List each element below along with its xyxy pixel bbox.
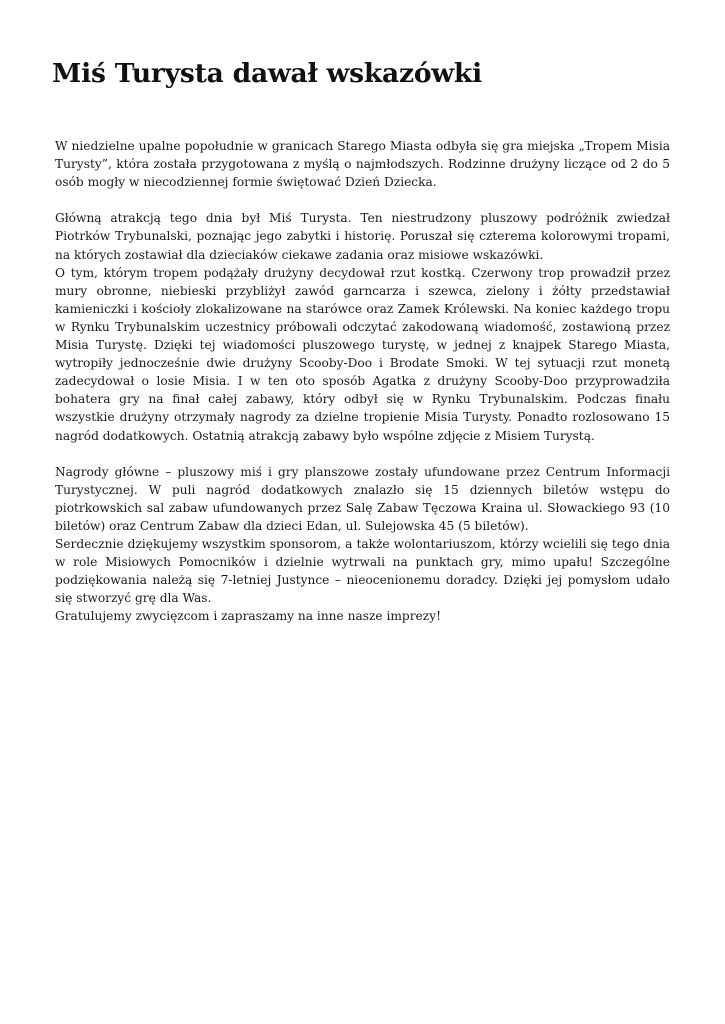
paragraph-thanks: Serdecznie dziękujemy wszystkim sponsorom, a także wolontariuszom, którzy wcielili się tego dnia w role Misiowych Pomocników i dzielnie wytrwali na punktach gry, mimo upału! Szczególne podziękowania należą się 7-letniej Justynce – nieocenionemu doradcy. Dzięki jej pomysłom udało się stworzyć grę dla Was. — [55, 537, 670, 606]
paragraph-closing: Gratulujemy zwycięzcom i zapraszamy na inne nasze imprezy! — [55, 609, 441, 624]
paragraph-intro: W niedzielne upalne popołudnie w granicach Starego Miasta odbyła się gra miejska „Tropem Misia Turysty”, która została przygotowana z myślą o najmłodszych. Rodzinne drużyny liczące od 2 do 5 osób mogły w niecodziennej formie świętować Dzień Dziecka. — [55, 139, 670, 190]
article-title: Miś Turysta dawał wskazówki — [52, 58, 482, 89]
article-body — [55, 137, 670, 626]
paragraph-prizes: Nagrody główne – pluszowy miś i gry planszowe zostały ufundowane przez Centrum Informacji Turystycznej. W puli nagród dodatkowych znalazło się 15 dziennych biletów wstępu do piotrkowskich sal zabaw ufundowanych przez Salę Zabaw Tęczowa Kraina ul. Słowackiego 93 (10 biletów) oraz Centrum Zabaw dla dzieci Edan, ul. Sulejowska 45 (5 biletów). — [55, 464, 670, 533]
paragraph-trails: O tym, którym tropem podążały drużyny decydował rzut kostką. Czerwony trop prowadził przez mury obronne, niebieski przybliżył zawód garncarza i szewca, zielony i żółty przedstawiał kamieniczki i kościoły zlokalizowane na starówce oraz Zamek Królewski. Na koniec każdego tropu w Rynku Trybunalskim uczestnicy próbowali odczytać zakodowaną wiadomość, zostawioną przez Misia Turystę. Dzięki tej wiadomości pluszowego turystę, w jednej z knajpek Starego Miasta, wytropiły jednocześnie dwie drużyny Scooby-Doo i Brodate Smoki. W tej sytuacji rzut monetą zadecydował o losie Misia. I w ten oto sposób Agatka z drużyny Scooby-Doo przyprowadziła bohatera gry na finał całej zabawy, który odbył się w Rynku Trybunalskim. Podczas finału wszystkie drużyny otrzymały nagrody za dzielne tropienie Misia Turysty. Ponadto rozlosowano 15 nagród dodatkowych. Ostatnią atrakcją zabawy było wspólne zdjęcie z Misiem Turystą. — [55, 265, 670, 443]
paragraph-main-attraction: Główną atrakcją tego dnia był Miś Turysta. Ten niestrudzony pluszowy podróżnik zwiedzał Piotrków Trybunalski, poznając jego zabytki i historię. Poruszał się czterema kolorowymi tropami, na których zostawiał dla dzieciaków ciekawe zadania oraz misiowe wskazówki. — [55, 211, 670, 262]
